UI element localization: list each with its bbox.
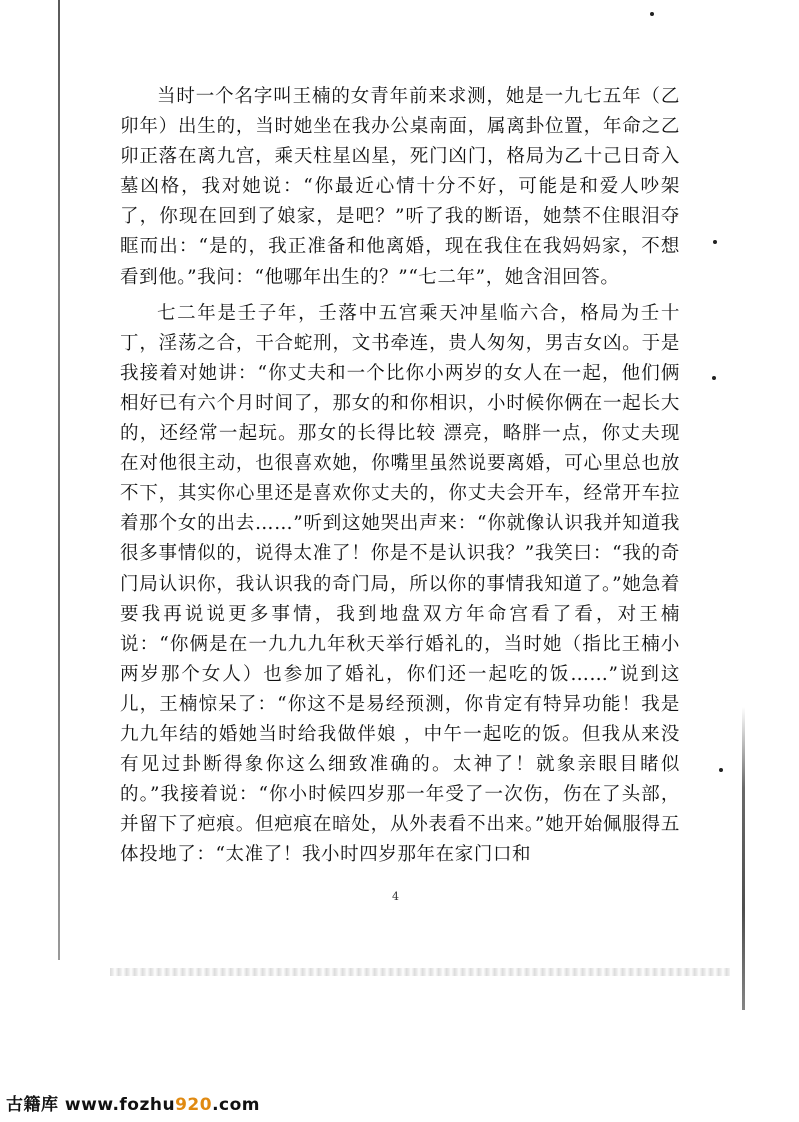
watermark — [6, 1090, 260, 1115]
paragraph-1: 当时一个名字叫王楠的女青年前来求测，她是一九七五年（乙卯年）出生的，当时她坐在我办公桌南面，属离卦位置，年命之乙卯正落在离九宫，乘天柱星凶星，死门凶门，格局为乙十己日奇入墓凶格，我对她说：“你最近心情十分不好，可能是和爱人吵架了，你现在回到了娘家，是吧？”听了我的断语，她禁不住眼泪夺眶而出：“是的，我正准备和他离婚，现在我住在我妈妈家，不想看到他。”我问：“他哪年出生的？”“七二年”，她含泪回答。 — [120, 86, 680, 288]
page-number: 4 — [392, 890, 399, 903]
scan-speck — [650, 12, 654, 16]
scan-right-edge — [742, 0, 745, 1010]
scan-speck — [712, 376, 716, 380]
watermark-highlight: 920 — [175, 1095, 213, 1115]
scan-bottom-shadow — [110, 968, 730, 976]
paragraph-2: 七二年是壬子年，壬落中五宫乘天冲星临六合，格局为壬十丁，淫荡之合，干合蛇刑，文书牵连，贵人匆匆，男吉女凶。于是我接着对她讲：“你丈夫和一个比你小两岁的女人在一起，他们俩相好已有六个月时间了，那女的和你相识，小时候你俩在一起长大的，还经常一起玩。那女的长得比较 漂亮，略胖一点，你丈夫现在对他很主动，也很喜欢她，你嘴里虽然说要离婚，可心里总也放不下，其实你心里还是喜欢你丈夫的，你丈夫会开车，经常开车拉着那个女的出去……”听到这她哭出声来：“你就像认识我并知道我很多事情似的，说得太准了！你是不是认识我？”我笑曰：“我的奇门局认识你，我认识我的奇门局，所以你的事情我知道了。”她急着要我再说说更多事情，我到地盘双方年命宫看了看，对王楠说：“你俩是在一九九九年秋天举行婚礼的，当时她（指比王楠小两岁那个女人）也参加了婚礼，你们还一起吃的饭……”说到这儿，王楠惊呆了：“你这不是易经预测，你肯定有特异功能！我是九九年结的婚她当时给我做伴娘 ，中午一起吃的饭。但我从来没有见过卦断得象你这么细致准确的。太神了！就象亲眼目睹似的。”我接着说：“你小时候四岁那一年受了一次伤，伤在了头部，并留下了疤痕。但疤痕在暗处，从外表看不出来。”她开始佩服得五体投地了：“太准了！我小时四岁那年在家门口和 — [120, 302, 680, 866]
document-body — [120, 82, 680, 876]
watermark-suffix: .com — [212, 1095, 261, 1115]
scan-speck — [719, 768, 723, 772]
scan-speck — [713, 240, 717, 244]
watermark-prefix: 古籍库 www.fozhu — [6, 1095, 176, 1115]
scan-left-edge — [58, 0, 60, 960]
